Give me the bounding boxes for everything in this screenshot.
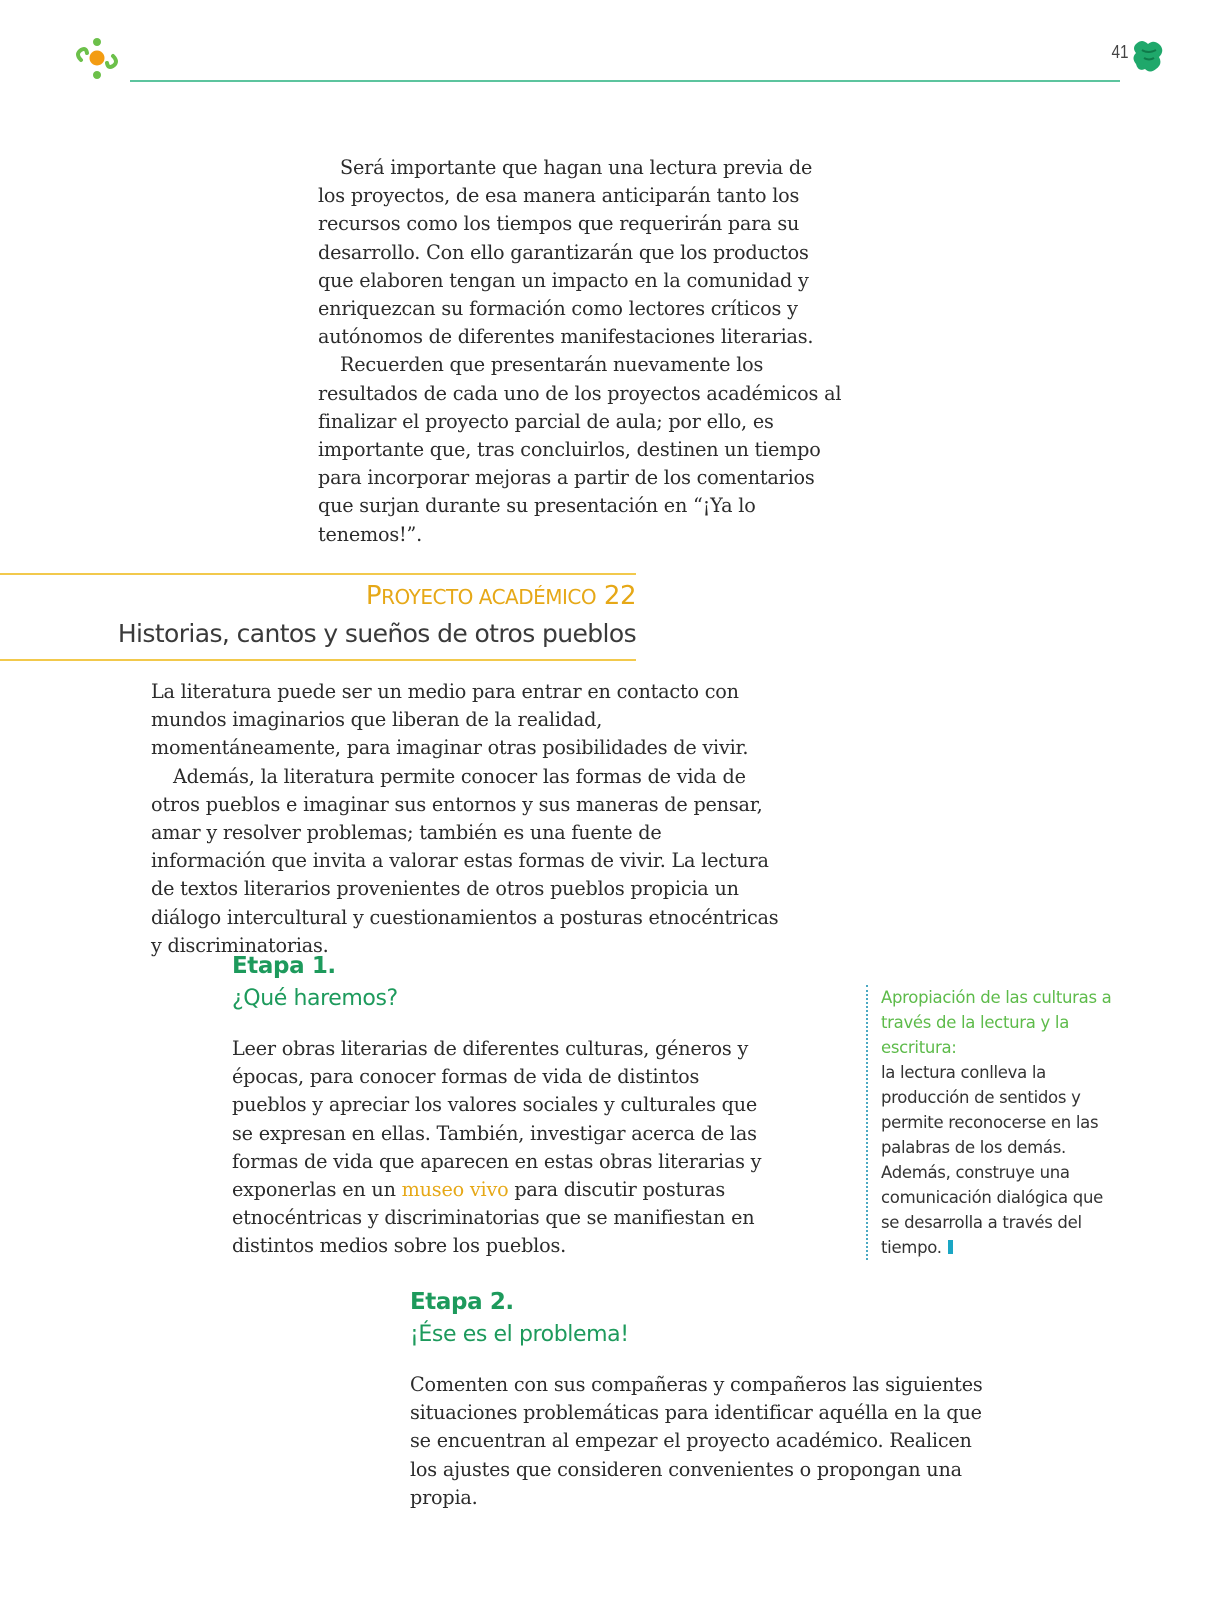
project-number: 22 <box>603 581 636 611</box>
sidebar-note <box>866 985 1126 1260</box>
stage-2-text <box>410 1371 985 1512</box>
header-rule <box>130 80 1120 82</box>
stage-1-text <box>232 1035 762 1261</box>
stage-1-number: Etapa 1. <box>232 953 336 979</box>
stage-2-paragraph: Comenten con sus compañeras y compañeros las siguientes situaciones problemáticas para identificar aquélla en la que se encuentran al empezar el proyecto académico. Realicen los ajustes que consideren convenientes o propongan una propia. <box>410 1373 983 1509</box>
leaf-mascot-icon <box>1132 38 1166 74</box>
stage-2-number: Etapa 2. <box>410 1289 514 1315</box>
page-number: 41 <box>1111 42 1129 62</box>
stage-2-subtitle: ¡Ése es el problema! <box>410 1322 629 1347</box>
intro-text <box>318 154 843 549</box>
flower-logo-icon <box>72 34 124 84</box>
project-intro-text <box>151 678 781 960</box>
stage-1-text-before: Leer obras literarias de diferentes culturas, géneros y épocas, para conocer formas de vida de distintos pueblos y apreciar los valores sociales y culturales que se expresan en ellas. También, investigar acerca de las formas de vida que aparecen en estas obras literarias y exponerlas en un <box>232 1037 762 1202</box>
sidebar-title: Apropiación de las culturas a través de la lectura y la escritura: <box>881 988 1112 1057</box>
project-intro-paragraph-2: Además, la literatura permite conocer las formas de vida de otros pueblos e imaginar sus entornos y sus maneras de pensar, amar y resolver problemas; también es una fuente de información que invita a valorar estas formas de vivir. La lectura de textos literarios provenientes de otros pueblos propicia un diálogo intercultural y cuestionamientos a posturas etnocéntricas y discriminatorias. <box>151 764 779 957</box>
project-label-rest: ROYECTO ACADÉMICO <box>381 585 597 609</box>
sidebar-body: la lectura conlleva la producción de sentidos y permite reconocerse en las palabras de los demás. Además, construye una comunicación dialógica que se desarrolla a través del tiempo. <box>881 1063 1103 1257</box>
project-title: Historias, cantos y sueños de otros pueblos <box>117 619 636 648</box>
stage-1-text-after: para discutir posturas etnocéntricas y discriminatorias que se manifiestan en distintos medios sobre los pueblos. <box>232 1178 755 1258</box>
intro-paragraph-1: Será importante que hagan una lectura previa de los proyectos, de esa manera anticiparán tanto los recursos como los tiempos que requerirán para su desarrollo. Con ello garantizarán que los productos que elaboren tengan un impacto en la comunidad y enriquezcan su formación como lectores críticos y autónomos de diferentes manifestaciones literarias. <box>318 156 814 349</box>
project-label <box>366 581 636 611</box>
project-intro-paragraph-1: La literatura puede ser un medio para entrar en contacto con mundos imaginarios que liberan de la realidad, momentáneamente, para imaginar otras posibilidades de vivir. <box>151 680 749 760</box>
project-header <box>0 573 636 661</box>
intro-paragraph-2: Recuerden que presentarán nuevamente los resultados de cada uno de los proyectos académicos al finalizar el proyecto parcial de aula; por ello, es importante que, tras concluirlos, destinen un tiempo para incorporar mejoras a partir de los comentarios que surjan durante su presentación en “¡Ya lo tenemos!”. <box>318 353 842 546</box>
project-label-initial: P <box>365 581 382 611</box>
stage-1-subtitle: ¿Qué haremos? <box>232 986 398 1011</box>
end-marker-icon <box>948 1240 953 1254</box>
museo-vivo-term: museo vivo <box>401 1178 509 1202</box>
